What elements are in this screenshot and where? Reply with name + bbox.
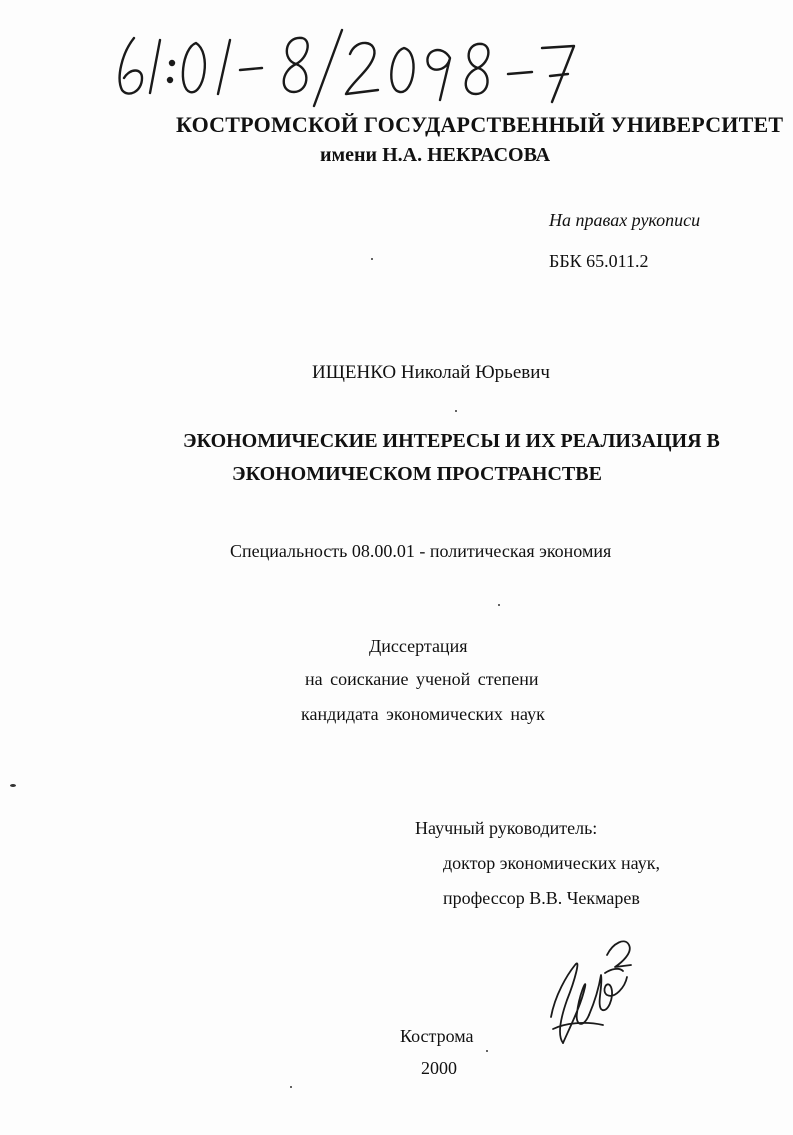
scan-speck xyxy=(290,1086,292,1088)
dissertation-title-line2: ЭКОНОМИЧЕСКОМ ПРОСТРАНСТВЕ xyxy=(232,463,602,485)
signature xyxy=(545,925,640,1055)
advisor-name: профессор В.В. Чекмарев xyxy=(443,888,640,908)
scan-speck xyxy=(498,604,500,606)
university-name: КОСТРОМСКОЙ ГОСУДАРСТВЕННЫЙ УНИВЕРСИТЕТ xyxy=(176,112,784,137)
degree-name: кандидата экономических наук xyxy=(301,704,545,724)
scan-speck xyxy=(10,784,16,787)
dissertation-title-line1: ЭКОНОМИЧЕСКИЕ ИНТЕРЕСЫ И ИХ РЕАЛИЗАЦИЯ В xyxy=(183,430,720,452)
dissertation-label: Диссертация xyxy=(369,636,468,656)
handwritten-archive-code xyxy=(112,18,582,108)
scan-speck xyxy=(486,1050,488,1052)
city: Кострома xyxy=(400,1026,474,1046)
author-name: ИЩЕНКО Николай Юрьевич xyxy=(312,362,550,383)
scan-speck xyxy=(455,410,457,412)
rights-note: На правах рукописи xyxy=(549,210,701,230)
bbk-code: ББК 65.011.2 xyxy=(549,251,649,271)
advisor-label: Научный руководитель: xyxy=(415,818,598,838)
year: 2000 xyxy=(421,1058,457,1078)
specialty: Специальность 08.00.01 - политическая экономия xyxy=(230,541,612,561)
university-named-after: имени Н.А. НЕКРАСОВА xyxy=(320,144,551,166)
degree-purpose: на соискание ученой степени xyxy=(305,669,539,689)
advisor-degree: доктор экономических наук, xyxy=(443,853,660,873)
scan-speck xyxy=(371,258,373,260)
